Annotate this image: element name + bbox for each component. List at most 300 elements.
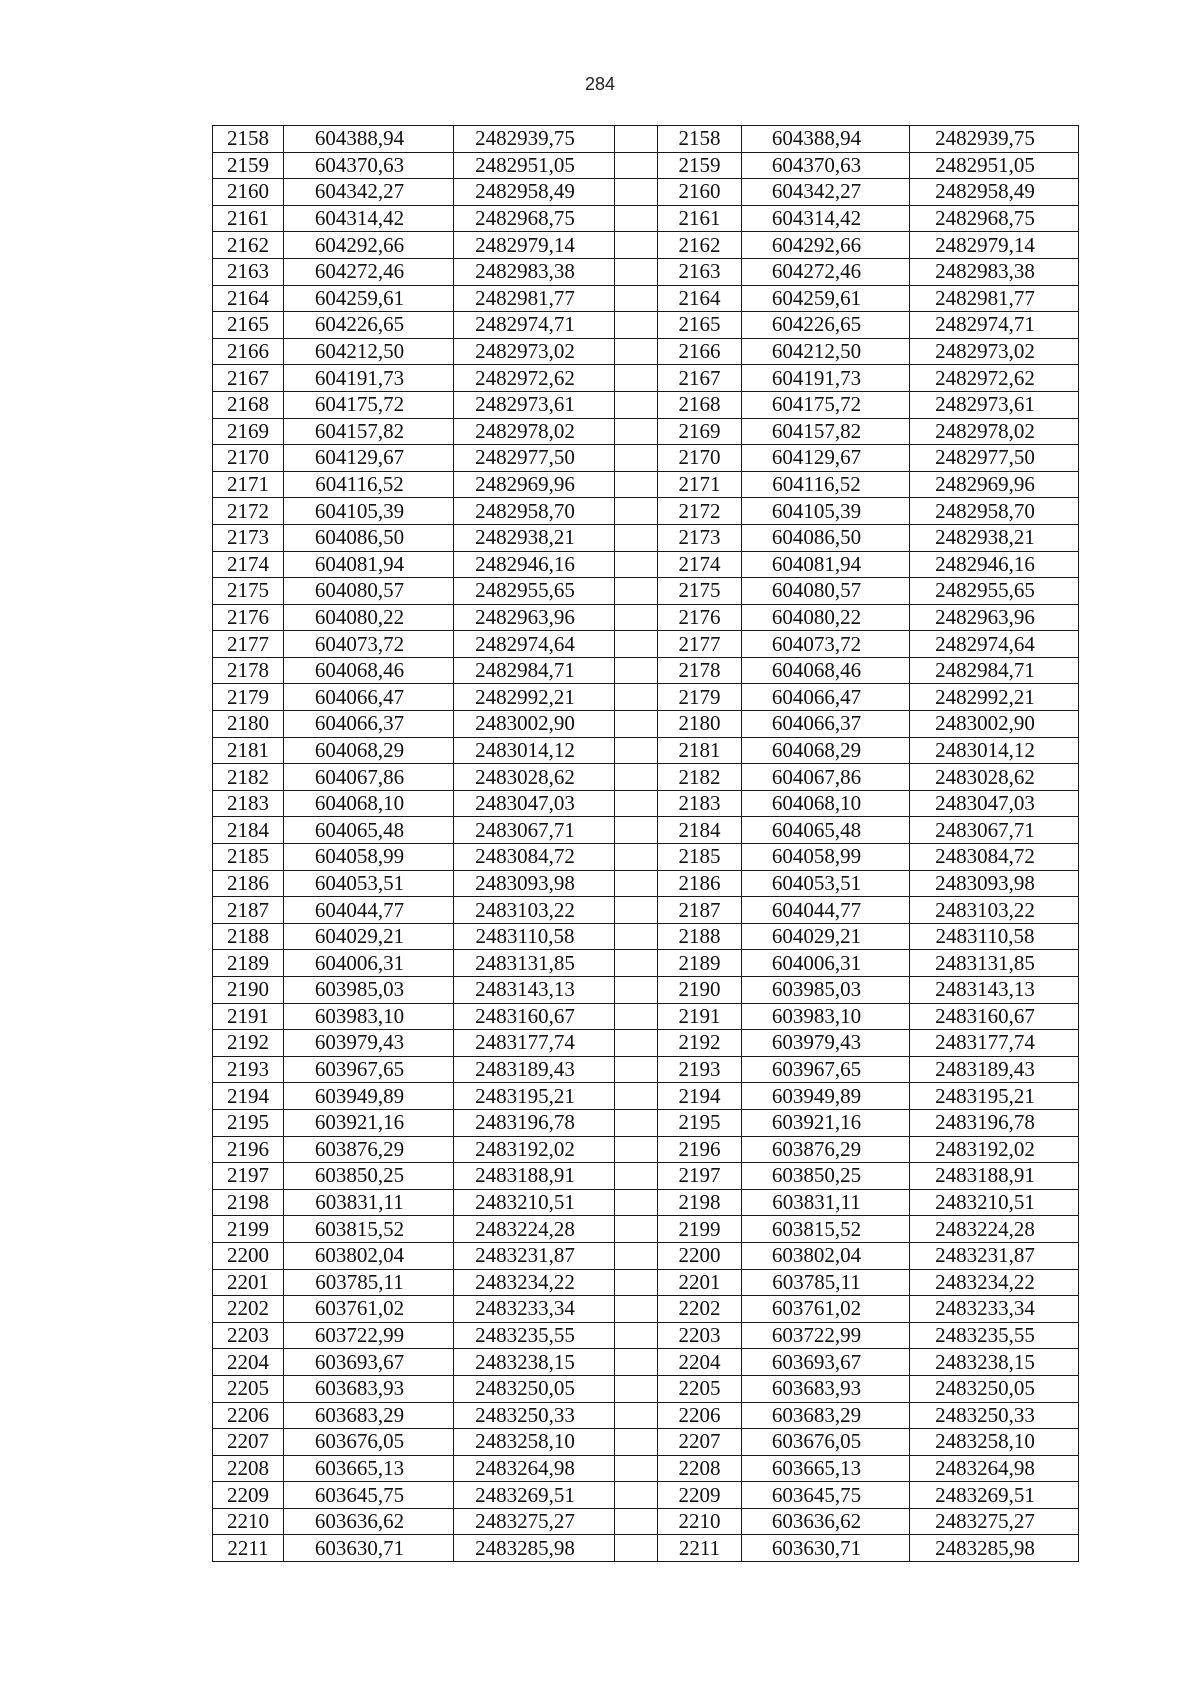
point-number-cell: 2200 — [213, 1242, 284, 1269]
table-row — [213, 1109, 1079, 1136]
x-coordinate-cell: 604044,77 — [284, 897, 454, 924]
y-coordinate-cell: 2483233,34 — [910, 1296, 1079, 1323]
y-coordinate-cell: 2483264,98 — [454, 1455, 615, 1482]
point-number-cell: 2174 — [213, 551, 284, 578]
x-coordinate-cell: 603693,67 — [284, 1349, 454, 1376]
y-coordinate-cell: 2482973,02 — [454, 338, 615, 365]
table-row — [213, 817, 1079, 844]
x-coordinate-cell: 604066,47 — [284, 684, 454, 711]
point-number-cell: 2179 — [658, 684, 742, 711]
point-number-cell: 2182 — [658, 764, 742, 791]
x-coordinate-cell: 603683,29 — [742, 1402, 910, 1429]
table-row — [213, 1535, 1079, 1562]
table-row — [213, 1269, 1079, 1296]
y-coordinate-cell: 2482963,96 — [910, 604, 1079, 631]
y-coordinate-cell: 2483084,72 — [910, 844, 1079, 871]
empty-cell — [615, 126, 658, 153]
x-coordinate-cell: 604105,39 — [742, 498, 910, 525]
y-coordinate-cell: 2482955,65 — [454, 578, 615, 605]
y-coordinate-cell: 2483275,27 — [910, 1508, 1079, 1535]
table-row — [213, 232, 1079, 259]
point-number-cell: 2190 — [213, 977, 284, 1004]
point-number-cell: 2171 — [213, 471, 284, 498]
x-coordinate-cell: 604053,51 — [284, 870, 454, 897]
y-coordinate-cell: 2482955,65 — [910, 578, 1079, 605]
y-coordinate-cell: 2482983,38 — [910, 258, 1079, 285]
x-coordinate-cell: 603815,52 — [284, 1216, 454, 1243]
x-coordinate-cell: 603831,11 — [742, 1189, 910, 1216]
point-number-cell: 2185 — [213, 844, 284, 871]
point-number-cell: 2163 — [658, 258, 742, 285]
point-number-cell: 2162 — [213, 232, 284, 259]
point-number-cell: 2201 — [658, 1269, 742, 1296]
point-number-cell: 2203 — [213, 1322, 284, 1349]
y-coordinate-cell: 2482938,21 — [454, 524, 615, 551]
x-coordinate-cell: 603921,16 — [284, 1109, 454, 1136]
y-coordinate-cell: 2482958,70 — [910, 498, 1079, 525]
table-row — [213, 897, 1079, 924]
point-number-cell: 2188 — [213, 923, 284, 950]
table-row — [213, 445, 1079, 472]
y-coordinate-cell: 2483196,78 — [910, 1109, 1079, 1136]
y-coordinate-cell: 2483189,43 — [454, 1056, 615, 1083]
x-coordinate-cell: 603722,99 — [284, 1322, 454, 1349]
x-coordinate-cell: 603850,25 — [284, 1163, 454, 1190]
x-coordinate-cell: 604029,21 — [284, 923, 454, 950]
table-row — [213, 1402, 1079, 1429]
point-number-cell: 2193 — [658, 1056, 742, 1083]
point-number-cell: 2206 — [213, 1402, 284, 1429]
point-number-cell: 2159 — [658, 152, 742, 179]
point-number-cell: 2175 — [658, 578, 742, 605]
x-coordinate-cell: 604080,57 — [742, 578, 910, 605]
x-coordinate-cell: 604116,52 — [284, 471, 454, 498]
y-coordinate-cell: 2483234,22 — [454, 1269, 615, 1296]
y-coordinate-cell: 2483103,22 — [454, 897, 615, 924]
table-row — [213, 790, 1079, 817]
y-coordinate-cell: 2483110,58 — [910, 923, 1079, 950]
x-coordinate-cell: 604073,72 — [284, 631, 454, 658]
point-number-cell: 2190 — [658, 977, 742, 1004]
y-coordinate-cell: 2483131,85 — [454, 950, 615, 977]
empty-cell — [615, 870, 658, 897]
point-number-cell: 2209 — [658, 1482, 742, 1509]
table-row — [213, 1375, 1079, 1402]
empty-cell — [615, 285, 658, 312]
table-row — [213, 126, 1079, 153]
table-row — [213, 391, 1079, 418]
x-coordinate-cell: 603636,62 — [284, 1508, 454, 1535]
point-number-cell: 2196 — [658, 1136, 742, 1163]
empty-cell — [615, 551, 658, 578]
empty-cell — [615, 1455, 658, 1482]
table-row — [213, 1349, 1079, 1376]
x-coordinate-cell: 604292,66 — [742, 232, 910, 259]
table-row — [213, 179, 1079, 206]
y-coordinate-cell: 2483235,55 — [454, 1322, 615, 1349]
x-coordinate-cell: 604080,22 — [742, 604, 910, 631]
empty-cell — [615, 445, 658, 472]
x-coordinate-cell: 603683,93 — [284, 1375, 454, 1402]
x-coordinate-cell: 603985,03 — [742, 977, 910, 1004]
point-number-cell: 2203 — [658, 1322, 742, 1349]
y-coordinate-cell: 2482969,96 — [454, 471, 615, 498]
y-coordinate-cell: 2482973,61 — [910, 391, 1079, 418]
table-row — [213, 205, 1079, 232]
x-coordinate-cell: 604066,47 — [742, 684, 910, 711]
x-coordinate-cell: 604157,82 — [742, 418, 910, 445]
x-coordinate-cell: 604044,77 — [742, 897, 910, 924]
x-coordinate-cell: 604080,22 — [284, 604, 454, 631]
x-coordinate-cell: 603983,10 — [284, 1003, 454, 1030]
empty-cell — [615, 179, 658, 206]
point-number-cell: 2197 — [658, 1163, 742, 1190]
table-row — [213, 1508, 1079, 1535]
table-row — [213, 604, 1079, 631]
x-coordinate-cell: 604272,46 — [742, 258, 910, 285]
y-coordinate-cell: 2483196,78 — [454, 1109, 615, 1136]
y-coordinate-cell: 2483250,33 — [454, 1402, 615, 1429]
point-number-cell: 2170 — [213, 445, 284, 472]
empty-cell — [615, 418, 658, 445]
table-row — [213, 1189, 1079, 1216]
point-number-cell: 2192 — [658, 1030, 742, 1057]
point-number-cell: 2195 — [213, 1109, 284, 1136]
x-coordinate-cell: 603949,89 — [742, 1083, 910, 1110]
x-coordinate-cell: 604068,10 — [742, 790, 910, 817]
point-number-cell: 2158 — [658, 126, 742, 153]
y-coordinate-cell: 2483258,10 — [454, 1429, 615, 1456]
table-row — [213, 471, 1079, 498]
y-coordinate-cell: 2483238,15 — [910, 1349, 1079, 1376]
empty-cell — [615, 471, 658, 498]
y-coordinate-cell: 2483028,62 — [910, 764, 1079, 791]
x-coordinate-cell: 604068,46 — [284, 657, 454, 684]
empty-cell — [615, 1482, 658, 1509]
y-coordinate-cell: 2482958,70 — [454, 498, 615, 525]
point-number-cell: 2159 — [213, 152, 284, 179]
point-number-cell: 2191 — [213, 1003, 284, 1030]
y-coordinate-cell: 2483231,87 — [910, 1242, 1079, 1269]
empty-cell — [615, 152, 658, 179]
point-number-cell: 2198 — [213, 1189, 284, 1216]
x-coordinate-cell: 603761,02 — [284, 1296, 454, 1323]
table-row — [213, 524, 1079, 551]
x-coordinate-cell: 604292,66 — [284, 232, 454, 259]
y-coordinate-cell: 2483131,85 — [910, 950, 1079, 977]
point-number-cell: 2160 — [658, 179, 742, 206]
empty-cell — [615, 684, 658, 711]
table-row — [213, 737, 1079, 764]
y-coordinate-cell: 2482938,21 — [910, 524, 1079, 551]
empty-cell — [615, 498, 658, 525]
table-row — [213, 870, 1079, 897]
x-coordinate-cell: 604191,73 — [284, 365, 454, 392]
table-row — [213, 1296, 1079, 1323]
empty-cell — [615, 1535, 658, 1562]
x-coordinate-cell: 604080,57 — [284, 578, 454, 605]
point-number-cell: 2181 — [213, 737, 284, 764]
x-coordinate-cell: 604053,51 — [742, 870, 910, 897]
x-coordinate-cell: 604226,65 — [742, 312, 910, 339]
y-coordinate-cell: 2483177,74 — [454, 1030, 615, 1057]
x-coordinate-cell: 603979,43 — [284, 1030, 454, 1057]
point-number-cell: 2161 — [658, 205, 742, 232]
empty-cell — [615, 657, 658, 684]
point-number-cell: 2181 — [658, 737, 742, 764]
x-coordinate-cell: 603676,05 — [742, 1429, 910, 1456]
y-coordinate-cell: 2482974,71 — [454, 312, 615, 339]
point-number-cell: 2189 — [658, 950, 742, 977]
x-coordinate-cell: 603683,93 — [742, 1375, 910, 1402]
point-number-cell: 2202 — [658, 1296, 742, 1323]
empty-cell — [615, 312, 658, 339]
point-number-cell: 2173 — [658, 524, 742, 551]
empty-cell — [615, 1296, 658, 1323]
y-coordinate-cell: 2482939,75 — [910, 126, 1079, 153]
page-number: 284 — [584, 74, 616, 94]
empty-cell — [615, 844, 658, 871]
y-coordinate-cell: 2482979,14 — [910, 232, 1079, 259]
x-coordinate-cell: 603876,29 — [742, 1136, 910, 1163]
x-coordinate-cell: 604029,21 — [742, 923, 910, 950]
point-number-cell: 2183 — [213, 790, 284, 817]
point-number-cell: 2180 — [658, 711, 742, 738]
point-number-cell: 2211 — [213, 1535, 284, 1562]
empty-cell — [615, 1083, 658, 1110]
y-coordinate-cell: 2483084,72 — [454, 844, 615, 871]
table-row — [213, 950, 1079, 977]
table-row — [213, 1163, 1079, 1190]
y-coordinate-cell: 2483047,03 — [910, 790, 1079, 817]
point-number-cell: 2185 — [658, 844, 742, 871]
point-number-cell: 2182 — [213, 764, 284, 791]
y-coordinate-cell: 2482984,71 — [454, 657, 615, 684]
table-row — [213, 152, 1079, 179]
x-coordinate-cell: 604388,94 — [284, 126, 454, 153]
y-coordinate-cell: 2483285,98 — [454, 1535, 615, 1562]
point-number-cell: 2178 — [658, 657, 742, 684]
table-row — [213, 418, 1079, 445]
table-row — [213, 657, 1079, 684]
x-coordinate-cell: 604129,67 — [284, 445, 454, 472]
y-coordinate-cell: 2483093,98 — [910, 870, 1079, 897]
empty-cell — [615, 1322, 658, 1349]
y-coordinate-cell: 2482972,62 — [910, 365, 1079, 392]
empty-cell — [615, 1109, 658, 1136]
x-coordinate-cell: 604212,50 — [742, 338, 910, 365]
y-coordinate-cell: 2482958,49 — [454, 179, 615, 206]
x-coordinate-cell: 603967,65 — [284, 1056, 454, 1083]
point-number-cell: 2173 — [213, 524, 284, 551]
point-number-cell: 2204 — [658, 1349, 742, 1376]
y-coordinate-cell: 2482946,16 — [910, 551, 1079, 578]
empty-cell — [615, 1189, 658, 1216]
y-coordinate-cell: 2482969,96 — [910, 471, 1079, 498]
point-number-cell: 2201 — [213, 1269, 284, 1296]
y-coordinate-cell: 2482992,21 — [454, 684, 615, 711]
point-number-cell: 2199 — [213, 1216, 284, 1243]
point-number-cell: 2205 — [213, 1375, 284, 1402]
point-number-cell: 2202 — [213, 1296, 284, 1323]
x-coordinate-cell: 604086,50 — [742, 524, 910, 551]
empty-cell — [615, 1056, 658, 1083]
y-coordinate-cell: 2482939,75 — [454, 126, 615, 153]
empty-cell — [615, 1508, 658, 1535]
x-coordinate-cell: 604212,50 — [284, 338, 454, 365]
empty-cell — [615, 1429, 658, 1456]
point-number-cell: 2170 — [658, 445, 742, 472]
point-number-cell: 2199 — [658, 1216, 742, 1243]
point-number-cell: 2169 — [213, 418, 284, 445]
point-number-cell: 2207 — [658, 1429, 742, 1456]
x-coordinate-cell: 603815,52 — [742, 1216, 910, 1243]
x-coordinate-cell: 604259,61 — [742, 285, 910, 312]
y-coordinate-cell: 2483192,02 — [454, 1136, 615, 1163]
point-number-cell: 2184 — [213, 817, 284, 844]
empty-cell — [615, 1030, 658, 1057]
point-number-cell: 2172 — [658, 498, 742, 525]
y-coordinate-cell: 2483195,21 — [454, 1083, 615, 1110]
x-coordinate-cell: 603722,99 — [742, 1322, 910, 1349]
table-row — [213, 285, 1079, 312]
y-coordinate-cell: 2483234,22 — [910, 1269, 1079, 1296]
point-number-cell: 2194 — [658, 1083, 742, 1110]
y-coordinate-cell: 2483028,62 — [454, 764, 615, 791]
empty-cell — [615, 232, 658, 259]
y-coordinate-cell: 2483002,90 — [910, 711, 1079, 738]
x-coordinate-cell: 604105,39 — [284, 498, 454, 525]
x-coordinate-cell: 603645,75 — [742, 1482, 910, 1509]
point-number-cell: 2163 — [213, 258, 284, 285]
point-number-cell: 2171 — [658, 471, 742, 498]
point-number-cell: 2211 — [658, 1535, 742, 1562]
point-number-cell: 2176 — [658, 604, 742, 631]
x-coordinate-cell: 604065,48 — [284, 817, 454, 844]
table-row — [213, 258, 1079, 285]
y-coordinate-cell: 2483285,98 — [910, 1535, 1079, 1562]
x-coordinate-cell: 604191,73 — [742, 365, 910, 392]
x-coordinate-cell: 604058,99 — [742, 844, 910, 871]
y-coordinate-cell: 2482977,50 — [454, 445, 615, 472]
x-coordinate-cell: 603785,11 — [284, 1269, 454, 1296]
table-row — [213, 1003, 1079, 1030]
point-number-cell: 2164 — [658, 285, 742, 312]
y-coordinate-cell: 2483258,10 — [910, 1429, 1079, 1456]
x-coordinate-cell: 604175,72 — [742, 391, 910, 418]
point-number-cell: 2172 — [213, 498, 284, 525]
empty-cell — [615, 391, 658, 418]
y-coordinate-cell: 2483067,71 — [910, 817, 1079, 844]
x-coordinate-cell: 604066,37 — [742, 711, 910, 738]
y-coordinate-cell: 2483250,05 — [910, 1375, 1079, 1402]
y-coordinate-cell: 2482974,71 — [910, 312, 1079, 339]
table-row — [213, 1030, 1079, 1057]
y-coordinate-cell: 2483110,58 — [454, 923, 615, 950]
x-coordinate-cell: 603630,71 — [742, 1535, 910, 1562]
point-number-cell: 2168 — [658, 391, 742, 418]
x-coordinate-cell: 604066,37 — [284, 711, 454, 738]
y-coordinate-cell: 2482951,05 — [910, 152, 1079, 179]
x-coordinate-cell: 603949,89 — [284, 1083, 454, 1110]
point-number-cell: 2186 — [213, 870, 284, 897]
x-coordinate-cell: 604175,72 — [284, 391, 454, 418]
point-number-cell: 2177 — [213, 631, 284, 658]
x-coordinate-cell: 604272,46 — [284, 258, 454, 285]
table-row — [213, 711, 1079, 738]
y-coordinate-cell: 2483192,02 — [910, 1136, 1079, 1163]
empty-cell — [615, 1003, 658, 1030]
y-coordinate-cell: 2482973,61 — [454, 391, 615, 418]
y-coordinate-cell: 2483224,28 — [454, 1216, 615, 1243]
empty-cell — [615, 950, 658, 977]
x-coordinate-cell: 604226,65 — [284, 312, 454, 339]
y-coordinate-cell: 2483210,51 — [454, 1189, 615, 1216]
table-row — [213, 1216, 1079, 1243]
empty-cell — [615, 1136, 658, 1163]
x-coordinate-cell: 603967,65 — [742, 1056, 910, 1083]
point-number-cell: 2167 — [658, 365, 742, 392]
point-number-cell: 2161 — [213, 205, 284, 232]
empty-cell — [615, 604, 658, 631]
y-coordinate-cell: 2483188,91 — [910, 1163, 1079, 1190]
empty-cell — [615, 338, 658, 365]
y-coordinate-cell: 2482983,38 — [454, 258, 615, 285]
point-number-cell: 2187 — [658, 897, 742, 924]
point-number-cell: 2204 — [213, 1349, 284, 1376]
table-row — [213, 1136, 1079, 1163]
table-row — [213, 1455, 1079, 1482]
empty-cell — [615, 365, 658, 392]
table-row — [213, 1429, 1079, 1456]
point-number-cell: 2166 — [658, 338, 742, 365]
empty-cell — [615, 1349, 658, 1376]
table-row — [213, 365, 1079, 392]
x-coordinate-cell: 604157,82 — [284, 418, 454, 445]
empty-cell — [615, 711, 658, 738]
point-number-cell: 2183 — [658, 790, 742, 817]
empty-cell — [615, 1242, 658, 1269]
x-coordinate-cell: 603921,16 — [742, 1109, 910, 1136]
x-coordinate-cell: 603850,25 — [742, 1163, 910, 1190]
point-number-cell: 2179 — [213, 684, 284, 711]
y-coordinate-cell: 2483189,43 — [910, 1056, 1079, 1083]
coordinates-table — [212, 125, 1079, 1562]
point-number-cell: 2191 — [658, 1003, 742, 1030]
y-coordinate-cell: 2482979,14 — [454, 232, 615, 259]
point-number-cell: 2206 — [658, 1402, 742, 1429]
coordinates-table-body — [213, 126, 1079, 1562]
empty-cell — [615, 1402, 658, 1429]
x-coordinate-cell: 604006,31 — [742, 950, 910, 977]
x-coordinate-cell: 603983,10 — [742, 1003, 910, 1030]
empty-cell — [615, 977, 658, 1004]
y-coordinate-cell: 2483264,98 — [910, 1455, 1079, 1482]
x-coordinate-cell: 604068,29 — [742, 737, 910, 764]
y-coordinate-cell: 2483231,87 — [454, 1242, 615, 1269]
y-coordinate-cell: 2482968,75 — [454, 205, 615, 232]
empty-cell — [615, 790, 658, 817]
x-coordinate-cell: 604342,27 — [284, 179, 454, 206]
empty-cell — [615, 1375, 658, 1402]
y-coordinate-cell: 2482981,77 — [454, 285, 615, 312]
x-coordinate-cell: 604067,86 — [284, 764, 454, 791]
y-coordinate-cell: 2483235,55 — [910, 1322, 1079, 1349]
y-coordinate-cell: 2483014,12 — [454, 737, 615, 764]
empty-cell — [615, 1216, 658, 1243]
empty-cell — [615, 1163, 658, 1190]
y-coordinate-cell: 2482984,71 — [910, 657, 1079, 684]
